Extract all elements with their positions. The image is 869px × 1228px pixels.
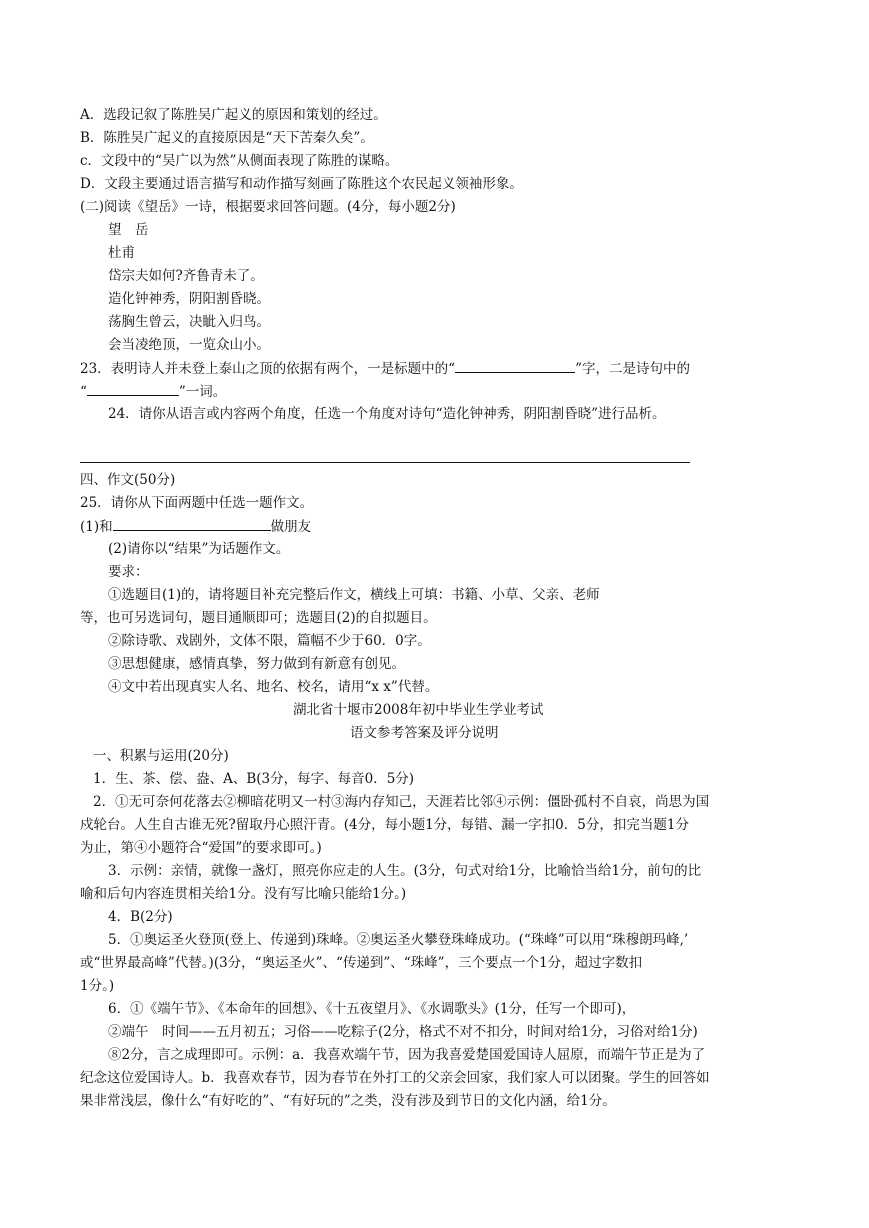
question-text: 做朋友: [270, 519, 312, 535]
answer-2-continued: 戍轮台。人生自古谁无死?留取丹心照汗青。(4分，每小题1分，每错、漏一字扣0．5分，扣完当题1分: [80, 817, 689, 833]
answer-blank[interactable]: [113, 517, 271, 531]
answer-blank[interactable]: [87, 382, 179, 396]
answer-blank[interactable]: [455, 359, 575, 373]
poem-line: 造化钟神秀，阴阳割昏晓。: [108, 291, 270, 307]
answer-6: 6．①《端午节》、《本命年的回想》、《十五夜望月》、《水调歌头》(1分，任写一个即可)，: [108, 1001, 636, 1017]
section-heading-poem: (二)阅读《望岳》一诗，根据要求回答问题。(4分，每小题2分): [80, 199, 456, 215]
poem-line: 荡胸生曾云，决眦入归鸟。: [108, 314, 270, 330]
answer-key-title: 湖北省十堰市2008年初中毕业生学业考试: [293, 702, 544, 718]
answer-line[interactable]: [80, 462, 690, 463]
requirement-3: ③思想健康，感情真挚，努力做到有新意有创见。: [108, 656, 405, 672]
answer-2-continued: 为止，第④小题符合“爱国”的要求即可。): [80, 840, 322, 856]
option-b: B．陈胜吴广起义的直接原因是“天下苦秦久矣”。: [80, 130, 374, 146]
question-24: 24．请你从语言或内容两个角度，任选一个角度对诗句“造化钟神秀，阴阳割昏晓”进行品析。: [108, 406, 666, 422]
answer-section-heading: 一、积累与运用(20分): [93, 748, 229, 764]
essay-option-2: (2)请你以“结果”为话题作文。: [108, 541, 290, 557]
answer-5: 5．①奥运圣火登顶(登上、传递到)珠峰。②奥运圣火攀登珠峰成功。(“珠峰”可以用“珠穆朗玛峰,’: [108, 932, 689, 948]
requirement-4: ④文中若出现真实人名、地名、校名，请用“x x”代替。: [108, 679, 439, 695]
question-text: ”一词。: [178, 384, 227, 400]
option-a: A．选段记叙了陈胜吴广起义的原因和策划的经过。: [80, 107, 387, 123]
question-text: ”字，二是诗句中的: [575, 361, 690, 377]
answer-3-continued: 喻和后句内容连贯相关给1分。没有写比喻只能给1分。): [80, 886, 407, 902]
requirement-2: ②除诗歌、戏剧外，文体不限，篇幅不少于60．0字。: [108, 633, 431, 649]
requirement-1-continued: 等，也可另选词句，题目通顺即可；选题目(2)的自拟题目。: [80, 610, 437, 626]
answer-5-continued: 1分。): [80, 978, 115, 994]
answer-2: 2．①无可奈何花落去②柳暗花明又一村③海内存知己，天涯若比邻④示例：僵卧孤村不自哀，尚思为国: [93, 794, 710, 810]
option-c: c．文段中的“吴广以为然”从侧面表现了陈胜的谋略。: [80, 153, 399, 169]
question-25: 25．请你从下面两题中任选一题作文。: [80, 495, 314, 511]
answer-6-continued: 纪念这位爱国诗人。b．我喜欢春节，因为春节在外打工的父亲会回家，我们家人可以团聚。学生的回答如: [80, 1070, 710, 1086]
answer-key-subtitle: 语文参考答案及评分说明: [350, 725, 499, 741]
requirements-label: 要求：: [108, 564, 149, 580]
answer-3: 3．示例：亲情，就像一盏灯，照亮你应走的人生。(3分，句式对给1分，比喻恰当给1分，前句的比: [108, 863, 702, 879]
answer-4: 4．B(2分): [108, 909, 173, 925]
answer-6-part-2: ②端午 时间——五月初五；习俗——吃粽子(2分，格式不对不扣分，时间对给1分，习俗对给1分): [108, 1024, 698, 1040]
essay-option-1: [80, 517, 311, 536]
poem-title: 望 岳: [108, 222, 149, 238]
question-23: [80, 359, 690, 378]
answer-6-part-3: ⑧2分，言之成理即可。示例：a．我喜欢端午节，因为我喜爱楚国爱国诗人屈原，而端午节正是为了: [108, 1047, 706, 1063]
poem-line: 岱宗夫如何?齐鲁青未了。: [108, 268, 264, 284]
poem-line: 会当凌绝顶，一览众山小。: [108, 337, 270, 353]
answer-5-continued: 或“世界最高峰”代替。)(3分，“奥运圣火”、“传递到”、“珠峰”，三个要点一个1分，超过字数扣: [80, 955, 643, 971]
question-text: “: [80, 384, 87, 400]
option-d: D．文段主要通过语言描写和动作描写刻画了陈胜这个农民起义领袖形象。: [80, 176, 523, 192]
answer-6-continued: 果非常浅层，像什么“有好吃的”、“有好玩的”之类，没有涉及到节日的文化内涵，给1分。: [80, 1093, 616, 1109]
requirement-1: ①选题目(1)的，请将题目补充完整后作文，横线上可填：书籍、小草、父亲、老师: [108, 587, 600, 603]
question-23-continued: [80, 382, 226, 401]
section-heading-essay: 四、作文(50分): [80, 472, 176, 488]
question-text: (1)和: [80, 519, 113, 535]
question-text: 23．表明诗人并未登上泰山之顶的依据有两个，一是标题中的“: [80, 361, 456, 377]
poem-author: 杜甫: [108, 245, 135, 261]
answer-1: 1．生、茶、偿、盎、A、B(3分，每字、每音0．5分): [93, 771, 415, 787]
